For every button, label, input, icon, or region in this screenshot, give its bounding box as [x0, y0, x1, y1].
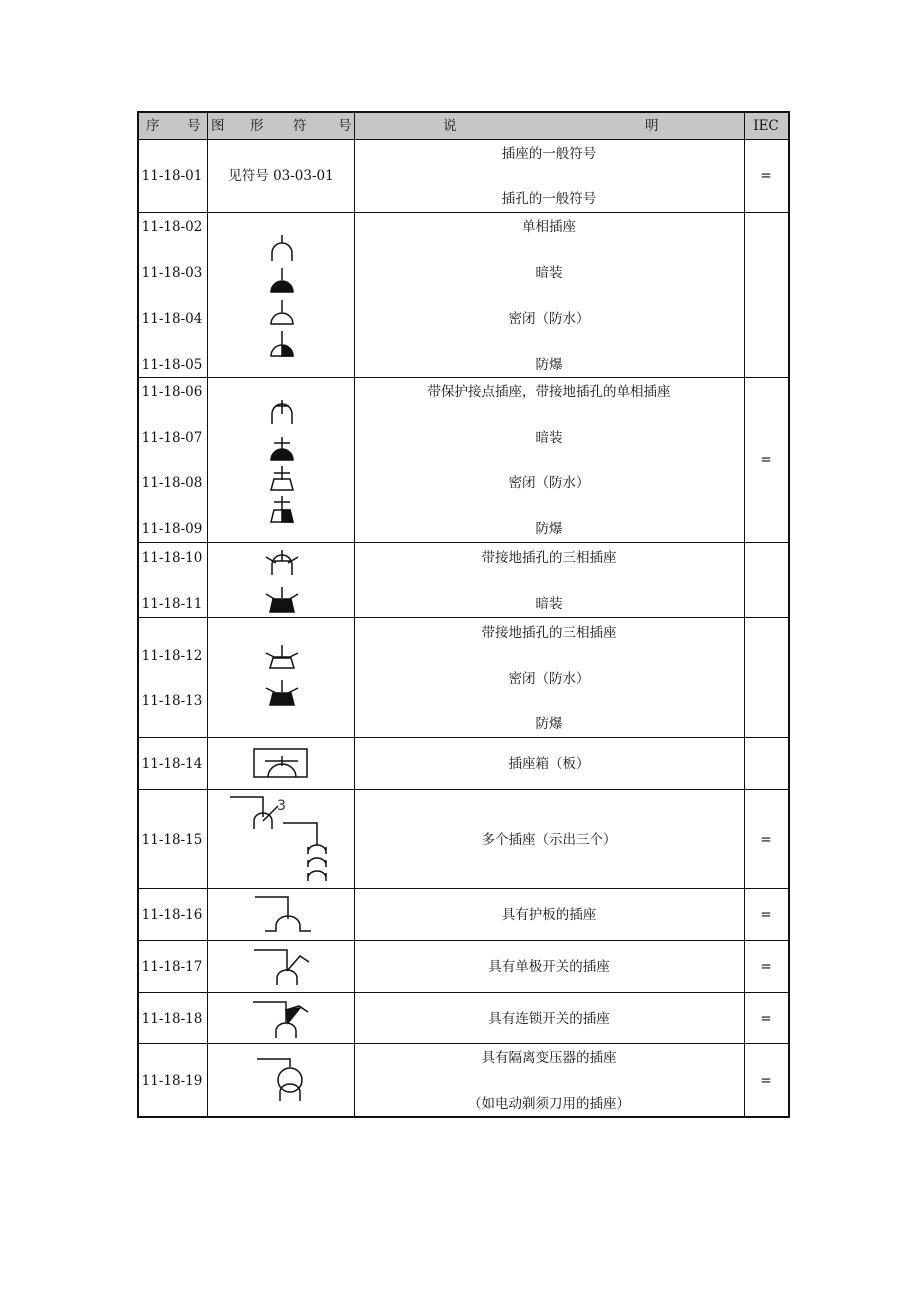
row-desc: 具有单极开关的插座	[488, 959, 610, 975]
socket-with-switch-icon	[254, 950, 309, 985]
row-desc: 单相插座	[522, 219, 576, 235]
row-desc: 带保护接点插座，带接地插孔的单相插座	[427, 384, 671, 400]
row-code: 11-18-05	[141, 357, 203, 373]
socket-with-interlock-switch-icon	[253, 1002, 308, 1038]
row-desc: 防爆	[535, 521, 563, 537]
socket-earthed-icon	[272, 400, 292, 424]
row-desc: （如电动剃须刀用的插座）	[468, 1096, 630, 1112]
socket-three-phase-icon	[266, 550, 298, 575]
row-code: 11-18-11	[141, 596, 203, 612]
symbol-reference: 见符号 03-03-01	[228, 168, 334, 184]
row-desc: 具有隔离变压器的插座	[481, 1050, 617, 1066]
row-code: 11-18-16	[141, 907, 203, 923]
symbol-count-label: 3	[277, 798, 286, 814]
header-desc-1: 说	[443, 118, 457, 134]
row-iec: =	[760, 907, 772, 923]
row-iec: =	[760, 452, 772, 468]
row-code: 11-18-08	[141, 475, 203, 491]
row-desc: 插座的一般符号	[501, 146, 597, 162]
row-code: 11-18-01	[141, 168, 203, 184]
socket-earthed-concealed-icon	[271, 437, 293, 460]
header-seq-1: 序	[146, 118, 160, 134]
row-desc: 防爆	[535, 357, 563, 373]
socket-earthed-sealed-icon	[271, 466, 293, 490]
row-desc: 带接地插孔的三相插座	[481, 550, 617, 566]
row-iec: =	[760, 1073, 772, 1089]
row-code: 11-18-14	[141, 756, 203, 772]
row-iec: =	[760, 832, 772, 848]
socket-concealed-icon	[271, 268, 293, 292]
row-desc: 插座箱（板）	[508, 756, 590, 772]
socket-explosion-proof-icon	[271, 331, 293, 356]
row-code: 11-18-03	[141, 265, 203, 281]
row-desc: 防爆	[535, 716, 563, 732]
row-desc: 带接地插孔的三相插座	[481, 625, 617, 641]
row-code: 11-18-12	[141, 648, 203, 664]
header-desc-2: 明	[645, 118, 659, 134]
row-desc: 暗装	[535, 596, 563, 612]
row-desc: 暗装	[535, 430, 563, 446]
row-desc: 密闭（防水）	[508, 671, 590, 687]
row-code: 11-18-17	[141, 959, 203, 975]
header-symbol-4: 号	[338, 118, 352, 134]
row-desc: 密闭（防水）	[508, 475, 590, 491]
multiple-sockets-icon	[230, 797, 326, 881]
socket-sealed-icon	[271, 300, 293, 324]
socket-with-isolating-transformer-icon	[257, 1059, 302, 1101]
row-code: 11-18-06	[141, 384, 203, 400]
socket-three-phase-sealed-icon	[266, 645, 298, 668]
socket-earthed-explosion-proof-icon	[271, 496, 293, 522]
header-symbol-3: 符	[293, 118, 307, 134]
header-symbol-2: 形	[250, 118, 264, 134]
socket-three-phase-explosion-proof-icon	[266, 680, 298, 705]
row-code: 11-18-15	[141, 832, 203, 848]
header-seq-2: 号	[187, 118, 201, 134]
row-desc: 暗装	[535, 265, 563, 281]
header-iec: IEC	[753, 118, 779, 134]
row-iec: =	[760, 959, 772, 975]
row-code: 11-18-19	[141, 1073, 203, 1089]
socket-single-phase-icon	[272, 235, 292, 261]
row-desc: 多个插座（示出三个）	[481, 832, 617, 848]
socket-with-cover-plate-icon	[255, 897, 311, 931]
row-code: 11-18-18	[141, 1011, 203, 1027]
row-desc: 具有连锁开关的插座	[488, 1011, 610, 1027]
row-code: 11-18-07	[141, 430, 203, 446]
row-code: 11-18-10	[141, 550, 203, 566]
row-code: 11-18-04	[141, 311, 203, 327]
socket-box-icon	[254, 749, 307, 777]
row-code: 11-18-13	[141, 693, 203, 709]
socket-three-phase-concealed-icon	[266, 587, 298, 612]
row-iec: =	[760, 168, 772, 184]
row-code: 11-18-09	[141, 521, 203, 537]
row-desc: 密闭（防水）	[508, 311, 590, 327]
row-iec: =	[760, 1011, 772, 1027]
row-code: 11-18-02	[141, 219, 203, 235]
header-symbol-1: 图	[211, 118, 225, 134]
row-desc: 插孔的一般符号	[501, 191, 597, 207]
row-desc: 具有护板的插座	[501, 907, 597, 923]
